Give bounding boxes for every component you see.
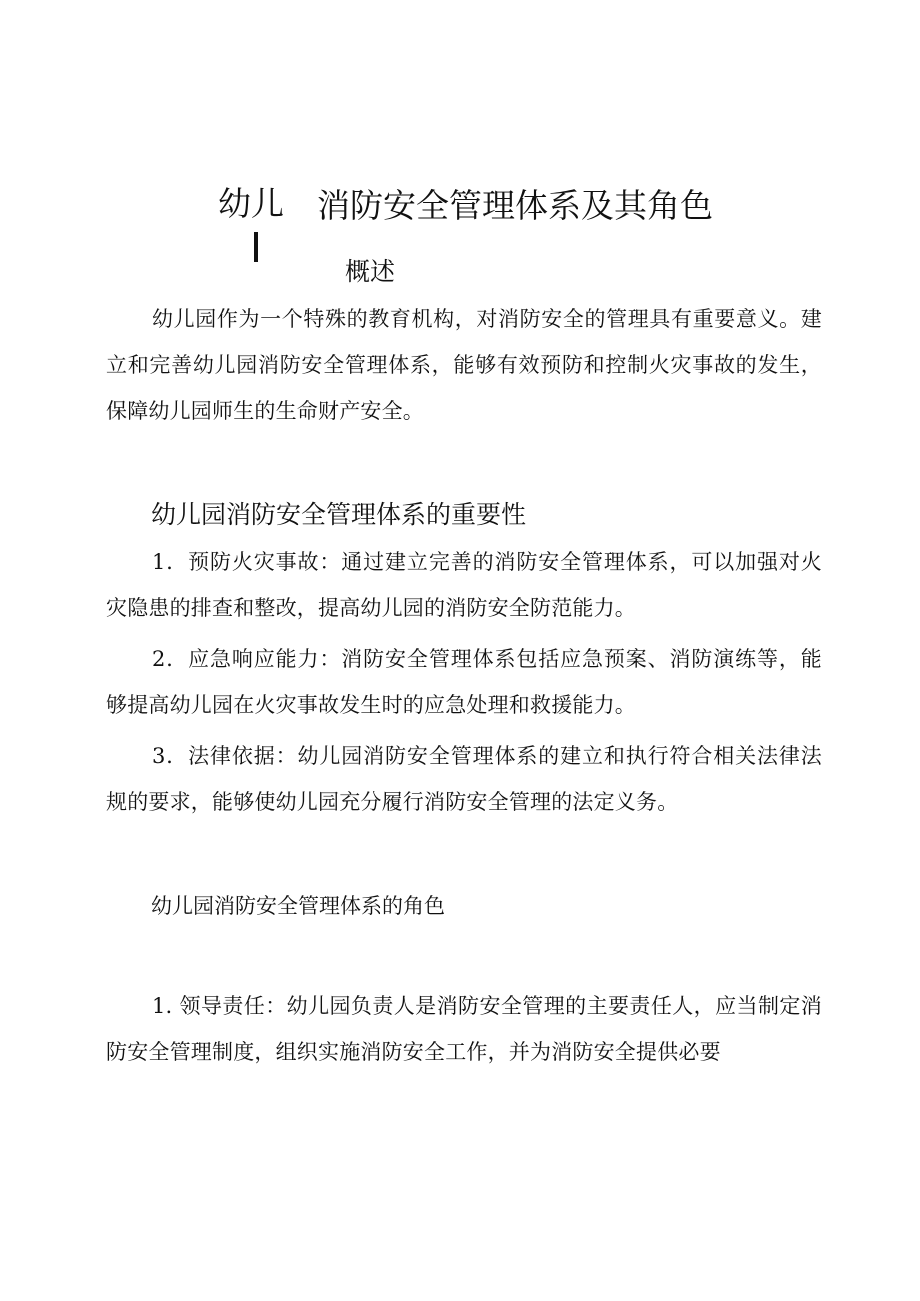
importance-item-1: 1．预防火灾事故：通过建立完善的消防安全管理体系，可以加强对火灾隐患的排查和整改，提高幼儿园的消防安全防范能力。: [106, 550, 822, 620]
title-vertical-bar: [254, 232, 258, 262]
overview-paragraph: 幼儿园作为一个特殊的教育机构，对消防安全的管理具有重要意义。建立和完善幼儿园消防安全管理体系，能够有效预防和控制火灾事故的发生，保障幼儿园师生的生命财产安全。: [106, 307, 822, 423]
page-title: 消防安全管理体系及其角色: [317, 186, 713, 225]
roles-heading: 幼儿园消防安全管理体系的角色: [151, 894, 445, 918]
importance-item-3: 3．法律依据：幼儿园消防安全管理体系的建立和执行符合相关法律法规的要求，能够使幼儿园充分履行消防安全管理的法定义务。: [106, 744, 822, 814]
importance-item-2: 2．应急响应能力：消防安全管理体系包括应急预案、消防演练等，能够提高幼儿园在火灾事故发生时的应急处理和救援能力。: [106, 647, 822, 717]
roles-item-1: 1. 领导责任：幼儿园负责人是消防安全管理的主要责任人，应当制定消防安全管理制度，组织实施消防安全工作，并为消防安全提供必要: [106, 994, 822, 1064]
importance-heading: 幼儿园消防安全管理体系的重要性: [151, 500, 527, 529]
overview-heading: 概述: [345, 257, 396, 286]
title-part-1: 幼儿: [218, 184, 284, 223]
